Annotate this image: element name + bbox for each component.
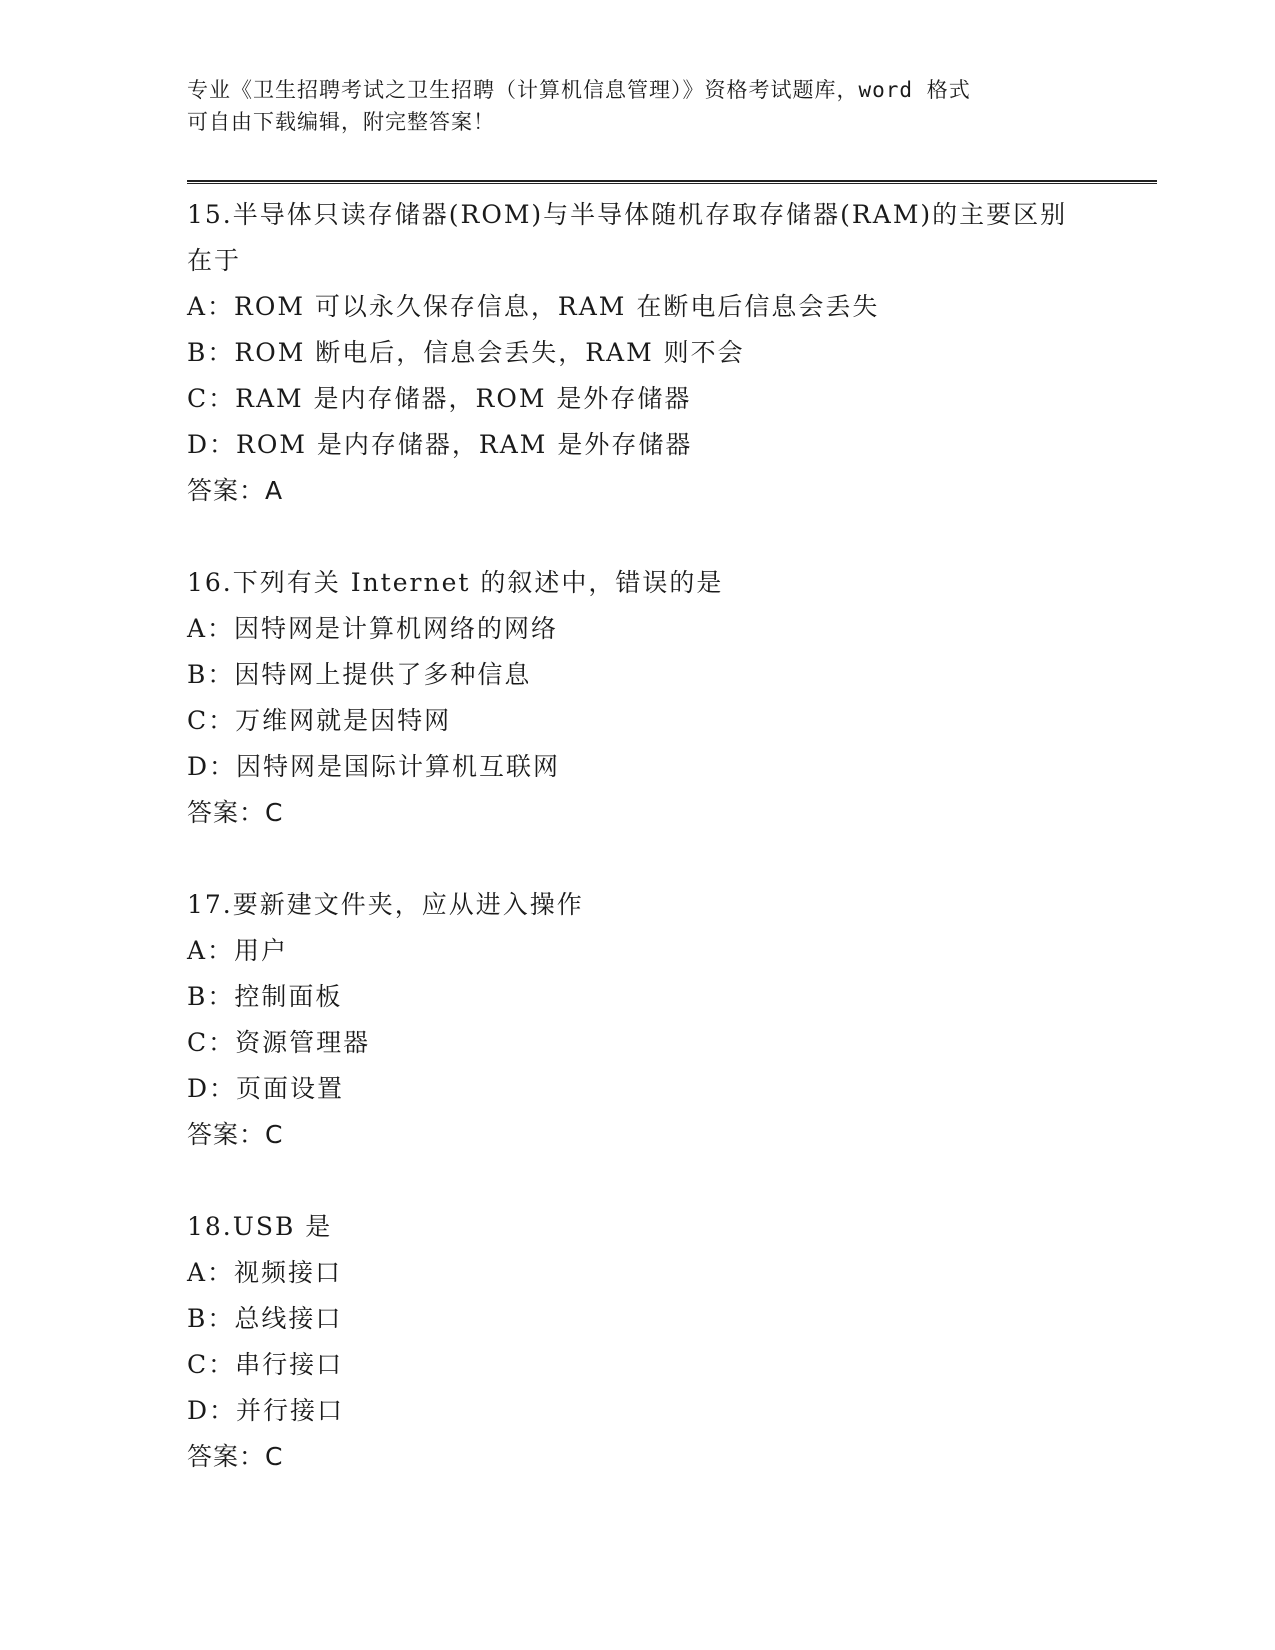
option-b: B：ROM 断电后，信息会丢失，RAM 则不会 bbox=[187, 338, 745, 367]
question-15 bbox=[187, 192, 1087, 514]
question-18 bbox=[187, 1204, 1087, 1480]
question-list bbox=[187, 192, 1087, 1526]
answer-label: 答案：C bbox=[187, 798, 284, 827]
option-b: B：因特网上提供了多种信息 bbox=[187, 660, 532, 689]
option-d: D：因特网是国际计算机互联网 bbox=[187, 752, 561, 781]
question-stem: 16.下列有关 Internet 的叙述中，错误的是 bbox=[187, 568, 724, 597]
option-a: A：用户 bbox=[187, 936, 289, 965]
header-line-1: 专业《卫生招聘考试之卫生招聘（计算机信息管理）》资格考试题库，word 格式 bbox=[187, 78, 971, 102]
option-d: D：并行接口 bbox=[187, 1396, 345, 1425]
option-c: C：串行接口 bbox=[187, 1350, 344, 1379]
option-c: C：RAM 是内存储器，ROM 是外存储器 bbox=[187, 384, 692, 413]
option-c: C：万维网就是因特网 bbox=[187, 706, 452, 735]
option-b: B：控制面板 bbox=[187, 982, 343, 1011]
option-c: C：资源管理器 bbox=[187, 1028, 371, 1057]
question-17 bbox=[187, 882, 1087, 1158]
option-a: A：视频接口 bbox=[187, 1258, 343, 1287]
option-a: A：因特网是计算机网络的网络 bbox=[187, 614, 559, 643]
question-stem: 17.要新建文件夹，应从进入操作 bbox=[187, 890, 584, 919]
answer-label: 答案：C bbox=[187, 1120, 284, 1149]
answer-label: 答案：A bbox=[187, 476, 284, 505]
option-b: B：总线接口 bbox=[187, 1304, 343, 1333]
question-stem: 18.USB 是 bbox=[187, 1212, 333, 1241]
option-d: D：ROM 是内存储器，RAM 是外存储器 bbox=[187, 430, 693, 459]
answer-label: 答案：C bbox=[187, 1442, 284, 1471]
header-line-2: 可自由下载编辑，附完整答案！ bbox=[187, 110, 495, 134]
question-16 bbox=[187, 560, 1087, 836]
option-a: A：ROM 可以永久保存信息，RAM 在断电后信息会丢失 bbox=[187, 292, 880, 321]
question-stem: 15.半导体只读存储器(ROM)与半导体随机存取存储器(RAM)的主要区别在于 bbox=[187, 200, 1068, 275]
option-d: D：页面设置 bbox=[187, 1074, 345, 1103]
document-header bbox=[187, 74, 1087, 138]
header-divider bbox=[187, 180, 1157, 184]
